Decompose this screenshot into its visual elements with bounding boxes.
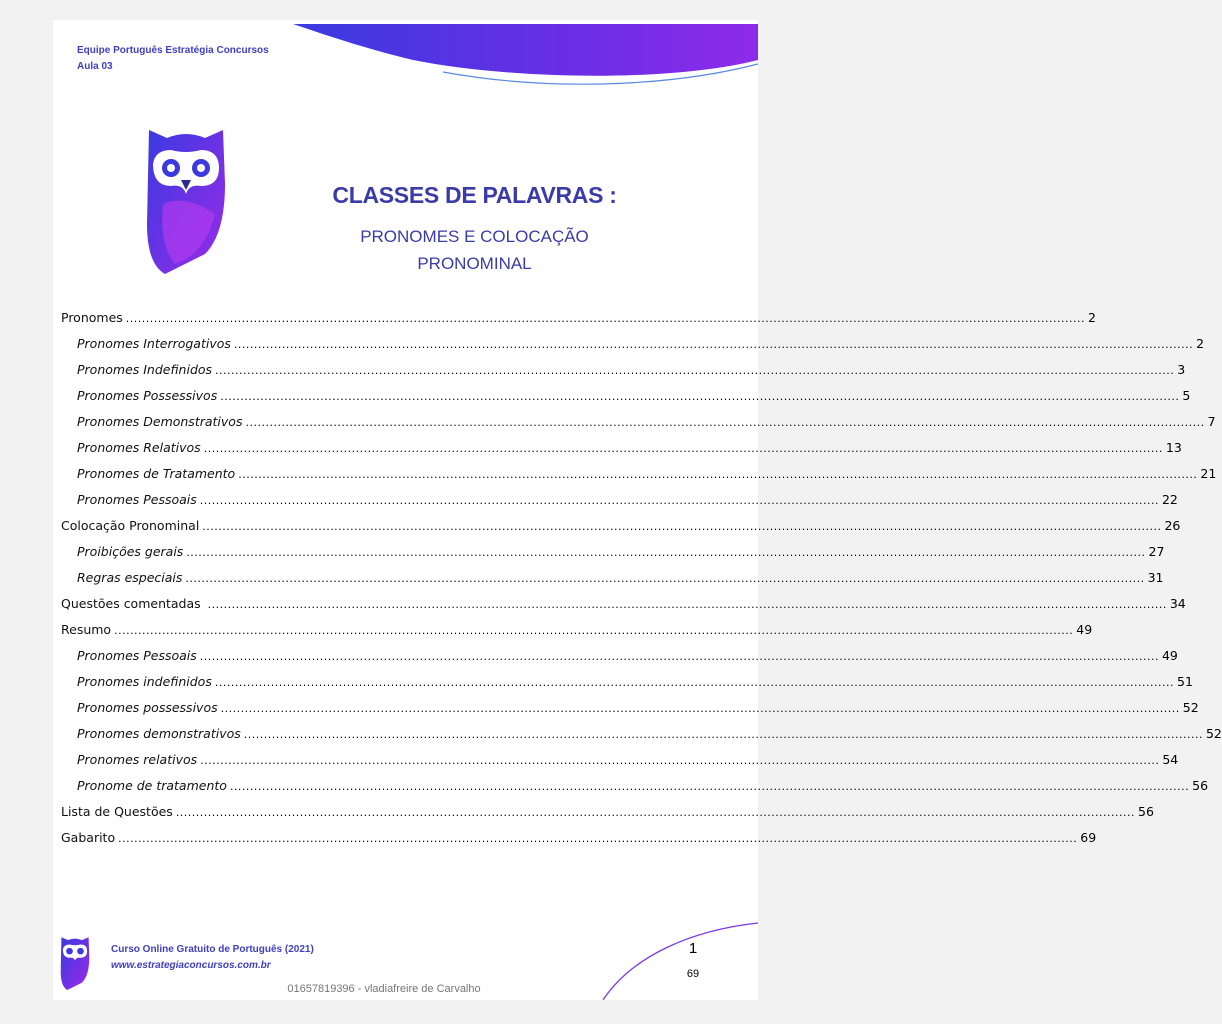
header-lesson: Aula 03	[77, 61, 113, 72]
toc-entry-label: Pronomes demonstrativos	[77, 726, 241, 741]
toc-entry[interactable]	[61, 741, 1179, 767]
toc-entry-label: Colocação Pronominal	[61, 518, 200, 533]
table-of-contents	[61, 299, 1222, 845]
toc-entry[interactable]	[61, 351, 1186, 377]
toc-leader-dots: ................................................................................................................................................................................................................................................	[238, 468, 1198, 481]
toc-entry-page: 34	[1169, 596, 1186, 611]
subtitle-line-2: PRONOMINAL	[417, 254, 532, 273]
toc-leader-dots: ................................................................................................................................................................................................................................................	[203, 442, 1163, 455]
toc-entry-label: Proibições gerais	[77, 544, 184, 559]
toc-entry-label: Pronomes	[61, 310, 123, 325]
toc-entry[interactable]	[61, 429, 1182, 455]
toc-entry-page: 3	[1177, 362, 1186, 377]
toc-entry[interactable]	[61, 637, 1178, 663]
page-footer	[111, 942, 314, 974]
document-title: CLASSES DE PALAVRAS :	[332, 182, 617, 208]
toc-leader-dots: ................................................................................................................................................................................................................................................	[186, 546, 1146, 559]
toc-entry[interactable]	[61, 611, 1093, 637]
toc-entry-label: Pronomes Pessoais	[77, 648, 197, 663]
toc-entry-label: Pronomes possessivos	[77, 700, 218, 715]
toc-entry-page: 21	[1200, 466, 1217, 481]
toc-leader-dots: ................................................................................................................................................................................................................................................	[214, 676, 1175, 689]
toc-leader-dots: ................................................................................................................................................................................................................................................	[220, 390, 1180, 403]
document-subtitle	[297, 223, 652, 277]
toc-entry-label: Pronomes Demonstrativos	[77, 414, 243, 429]
toc-entry-label: Pronomes Relativos	[77, 440, 201, 455]
toc-leader-dots: ................................................................................................................................................................................................................................................	[215, 364, 1175, 377]
toc-entry-label: Regras especiais	[77, 570, 183, 585]
toc-entry[interactable]	[61, 819, 1097, 845]
toc-entry[interactable]	[61, 455, 1217, 481]
toc-leader-dots: ................................................................................................................................................................................................................................................	[229, 780, 1190, 793]
toc-leader-dots: ................................................................................................................................................................................................................................................	[233, 338, 1194, 351]
toc-entry-label: Questões comentadas	[61, 596, 205, 611]
toc-entry-label: Pronomes relativos	[77, 752, 198, 767]
toc-entry[interactable]	[61, 325, 1205, 351]
toc-entry[interactable]	[61, 377, 1191, 403]
toc-entry[interactable]	[61, 663, 1193, 689]
toc-entry-label: Pronomes Possessivos	[77, 388, 218, 403]
toc-entry-label: Pronomes Indefinidos	[77, 362, 213, 377]
toc-entry-page: 49	[1161, 648, 1178, 663]
toc-entry[interactable]	[61, 533, 1165, 559]
page-number: 1	[688, 940, 698, 957]
toc-leader-dots: ................................................................................................................................................................................................................................................	[199, 494, 1159, 507]
toc-leader-dots: ................................................................................................................................................................................................................................................	[114, 624, 1074, 637]
toc-entry[interactable]	[61, 403, 1216, 429]
toc-entry-page: 26	[1164, 518, 1181, 533]
toc-entry-label: Gabarito	[61, 830, 116, 845]
toc-leader-dots: ................................................................................................................................................................................................................................................	[243, 728, 1203, 741]
toc-leader-dots: ................................................................................................................................................................................................................................................	[199, 650, 1159, 663]
owl-logo-icon	[145, 124, 227, 274]
toc-leader-dots: ................................................................................................................................................................................................................................................	[245, 416, 1205, 429]
toc-entry[interactable]	[61, 559, 1164, 585]
toc-entry-page: 69	[1080, 830, 1097, 845]
toc-entry-label: Pronomes de Tratamento	[77, 466, 236, 481]
document-page	[53, 20, 1222, 1000]
toc-leader-dots: ................................................................................................................................................................................................................................................	[202, 520, 1162, 533]
toc-entry-page: 56	[1192, 778, 1209, 793]
toc-entry-page: 51	[1177, 674, 1193, 689]
toc-entry[interactable]	[61, 689, 1199, 715]
toc-entry-label: Resumo	[61, 622, 112, 637]
toc-leader-dots: ................................................................................................................................................................................................................................................	[220, 702, 1180, 715]
page-header	[77, 43, 269, 75]
subtitle-line-1: PRONOMES E COLOCAÇÃO	[360, 227, 589, 246]
toc-entry-page: 52	[1182, 700, 1199, 715]
header-wave-decoration	[293, 20, 758, 92]
toc-leader-dots: ................................................................................................................................................................................................................................................	[207, 598, 1167, 611]
toc-entry[interactable]	[61, 585, 1186, 611]
toc-entry-page: 52	[1205, 726, 1222, 741]
toc-leader-dots: ................................................................................................................................................................................................................................................	[185, 572, 1145, 585]
toc-entry-page: 22	[1161, 492, 1178, 507]
toc-entry[interactable]	[61, 793, 1154, 819]
toc-entry-page: 2	[1087, 310, 1096, 325]
header-team: Equipe Português Estratégia Concursos	[77, 45, 269, 56]
toc-leader-dots: ................................................................................................................................................................................................................................................	[118, 832, 1078, 845]
toc-entry-page: 2	[1196, 336, 1205, 351]
toc-entry-page: 54	[1162, 752, 1179, 767]
toc-entry[interactable]	[61, 715, 1222, 741]
footer-owl-logo-icon	[59, 935, 91, 990]
toc-entry[interactable]	[61, 767, 1209, 793]
toc-entry-page: 5	[1182, 388, 1191, 403]
footer-url-link[interactable]: www.estrategiaconcursos.com.br	[111, 960, 271, 971]
toc-entry-label: Pronomes Interrogativos	[77, 336, 231, 351]
toc-leader-dots: ................................................................................................................................................................................................................................................	[125, 312, 1085, 325]
toc-entry-label: Pronomes Pessoais	[77, 492, 197, 507]
toc-entry-page: 56	[1138, 804, 1154, 819]
toc-entry-label: Pronome de tratamento	[77, 778, 227, 793]
toc-entry-page: 7	[1207, 414, 1216, 429]
toc-leader-dots: ................................................................................................................................................................................................................................................	[200, 754, 1160, 767]
toc-entry[interactable]	[61, 507, 1181, 533]
watermark-text: 01657819396 - vladiafreire de Carvalho	[287, 983, 481, 995]
toc-entry-page: 27	[1148, 544, 1165, 559]
toc-entry[interactable]	[61, 299, 1096, 325]
page-total: 69	[686, 968, 700, 980]
toc-entry[interactable]	[61, 481, 1178, 507]
toc-entry-page: 13	[1165, 440, 1182, 455]
toc-entry-label: Lista de Questões	[61, 804, 173, 819]
toc-entry-label: Pronomes indefinidos	[77, 674, 212, 689]
toc-leader-dots: ................................................................................................................................................................................................................................................	[175, 806, 1135, 819]
footer-course: Curso Online Gratuito de Português (2021)	[111, 944, 314, 955]
toc-entry-page: 49	[1076, 622, 1093, 637]
toc-entry-page: 31	[1147, 570, 1164, 585]
